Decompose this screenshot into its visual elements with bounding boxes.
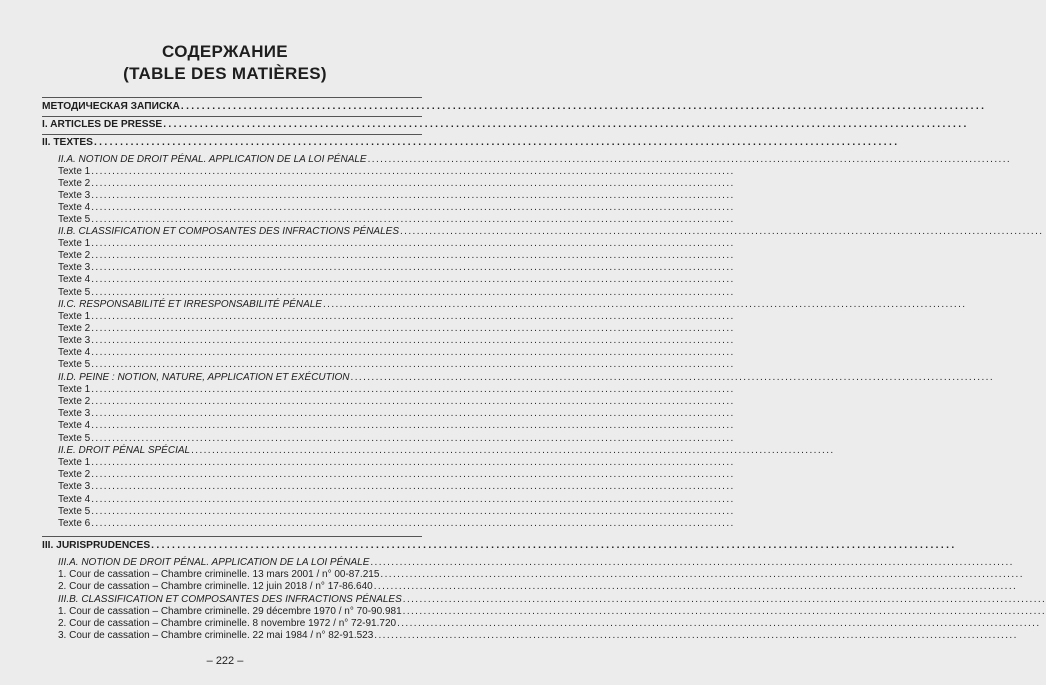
toc-texte[interactable]: Texte 1 .......................................................................................................................................................... <box>58 457 735 468</box>
toc-texte[interactable]: Texte 5 .......................................................................................................................................................... <box>58 287 735 298</box>
toc-texte[interactable]: Texte 4 .......................................................................................................................................................... <box>58 420 735 431</box>
entry-rule <box>42 116 422 117</box>
entry-rule <box>42 536 422 537</box>
toc-texte[interactable]: Texte 4 .......................................................................................................................................................... <box>58 274 735 285</box>
toc-texte[interactable]: Texte 2 .......................................................................................................................................................... <box>58 396 735 407</box>
toc-entry-jurisprudences[interactable]: III. JURISPRUDENCES .......................................................................................................................................................... <box>42 540 957 551</box>
toc-section-e[interactable]: II.E. DROIT PÉNAL SPÉCIAL .......................................................................................................................................................... <box>58 445 835 456</box>
title-rule <box>42 97 422 98</box>
toc-texte[interactable]: Texte 4 .......................................................................................................................................................... <box>58 347 735 358</box>
toc-case[interactable]: 2. Cour de cassation – Chambre criminelle. 12 juin 2018 / n° 17-86.640 .......................................................................................................................................................... <box>58 581 1018 592</box>
toc-juris-section-a[interactable]: III.A. NOTION DE DROIT PÉNAL. APPLICATION DE LA LOI PÉNALE .......................................................................................................................................................... <box>58 557 1014 568</box>
toc-entry-articles[interactable]: I. ARTICLES DE PRESSE .......................................................................................................................................................... <box>42 119 969 130</box>
toc-texte[interactable]: Texte 5 .......................................................................................................................................................... <box>58 214 735 225</box>
toc-section-c[interactable]: II.C. RESPONSABILITÉ ET IRRESPONSABILITÉ PÉNALE .......................................................................................................................................................... <box>58 299 967 310</box>
toc-texte[interactable]: Texte 1 .......................................................................................................................................................... <box>58 166 735 177</box>
toc-texte[interactable]: Texte 3 .......................................................................................................................................................... <box>58 262 735 273</box>
toc-texte[interactable]: Texte 6 .......................................................................................................................................................... <box>58 518 735 529</box>
entry-rule <box>42 134 422 135</box>
toc-section-a[interactable]: II.A. NOTION DE DROIT PÉNAL. APPLICATION DE LA LOI PÉNALE .......................................................................................................................................................... <box>58 154 1012 165</box>
toc-entry-textes[interactable]: II. TEXTES .......................................................................................................................................................... <box>42 137 900 148</box>
toc-texte[interactable]: Texte 1 .......................................................................................................................................................... <box>58 238 735 249</box>
toc-texte[interactable]: Texte 2 .......................................................................................................................................................... <box>58 469 735 480</box>
toc-section-d[interactable]: II.D. PEINE : NOTION, NATURE, APPLICATION ET EXÉCUTION .......................................................................................................................................................... <box>58 372 994 383</box>
page-number: – 222 – <box>206 655 244 667</box>
toc-case[interactable]: 1. Cour de cassation – Chambre criminelle. 13 mars 2001 / n° 00-87.215 .......................................................................................................................................................... <box>58 569 1024 580</box>
toc-texte[interactable]: Texte 5 .......................................................................................................................................................... <box>58 506 735 517</box>
toc-texte[interactable]: Texte 4 .......................................................................................................................................................... <box>58 494 735 505</box>
toc-texte[interactable]: Texte 1 .......................................................................................................................................................... <box>58 311 735 322</box>
toc-juris-section-b[interactable]: III.B. CLASSIFICATION ET COMPOSANTES DES INFRACTIONS PÉNALES .......................................................................................................................................................... <box>58 594 1046 605</box>
toc-texte[interactable]: Texte 2 .......................................................................................................................................................... <box>58 178 735 189</box>
toc-entry-note[interactable]: МЕТОДИЧЕСКАЯ ЗАПИСКА .......................................................................................................................................................... <box>42 101 987 112</box>
toc-section-b[interactable]: II.B. CLASSIFICATION ET COMPOSANTES DES INFRACTIONS PÉNALES .......................................................................................................................................................... <box>58 226 1044 237</box>
toc-texte[interactable]: Texte 3 .......................................................................................................................................................... <box>58 335 735 346</box>
toc-case[interactable]: 1. Cour de cassation – Chambre criminelle. 29 décembre 1970 / n° 70-90.981 .......................................................................................................................................................... <box>58 606 1046 617</box>
page-title: СОДЕРЖАНИЕ <box>162 42 288 61</box>
toc-texte[interactable]: Texte 3 .......................................................................................................................................................... <box>58 408 735 419</box>
toc-texte[interactable]: Texte 3 .......................................................................................................................................................... <box>58 190 735 201</box>
toc-texte[interactable]: Texte 5 .......................................................................................................................................................... <box>58 359 735 370</box>
page-subtitle: (TABLE DES MATIÈRES) <box>123 64 327 83</box>
toc-texte[interactable]: Texte 2 .......................................................................................................................................................... <box>58 323 735 334</box>
toc-case[interactable]: 3. Cour de cassation – Chambre criminelle. 22 mai 1984 / n° 82-91.523 .......................................................................................................................................................... <box>58 630 1018 641</box>
toc-texte[interactable]: Texte 5 .......................................................................................................................................................... <box>58 433 735 444</box>
toc-case[interactable]: 2. Cour de cassation – Chambre criminelle. 8 novembre 1972 / n° 72-91.720 .......................................................................................................................................................... <box>58 618 1041 629</box>
toc-texte[interactable]: Texte 2 .......................................................................................................................................................... <box>58 250 735 261</box>
toc-texte[interactable]: Texte 1 .......................................................................................................................................................... <box>58 384 735 395</box>
toc-texte[interactable]: Texte 4 .......................................................................................................................................................... <box>58 202 735 213</box>
toc-texte[interactable]: Texte 3 .......................................................................................................................................................... <box>58 481 735 492</box>
